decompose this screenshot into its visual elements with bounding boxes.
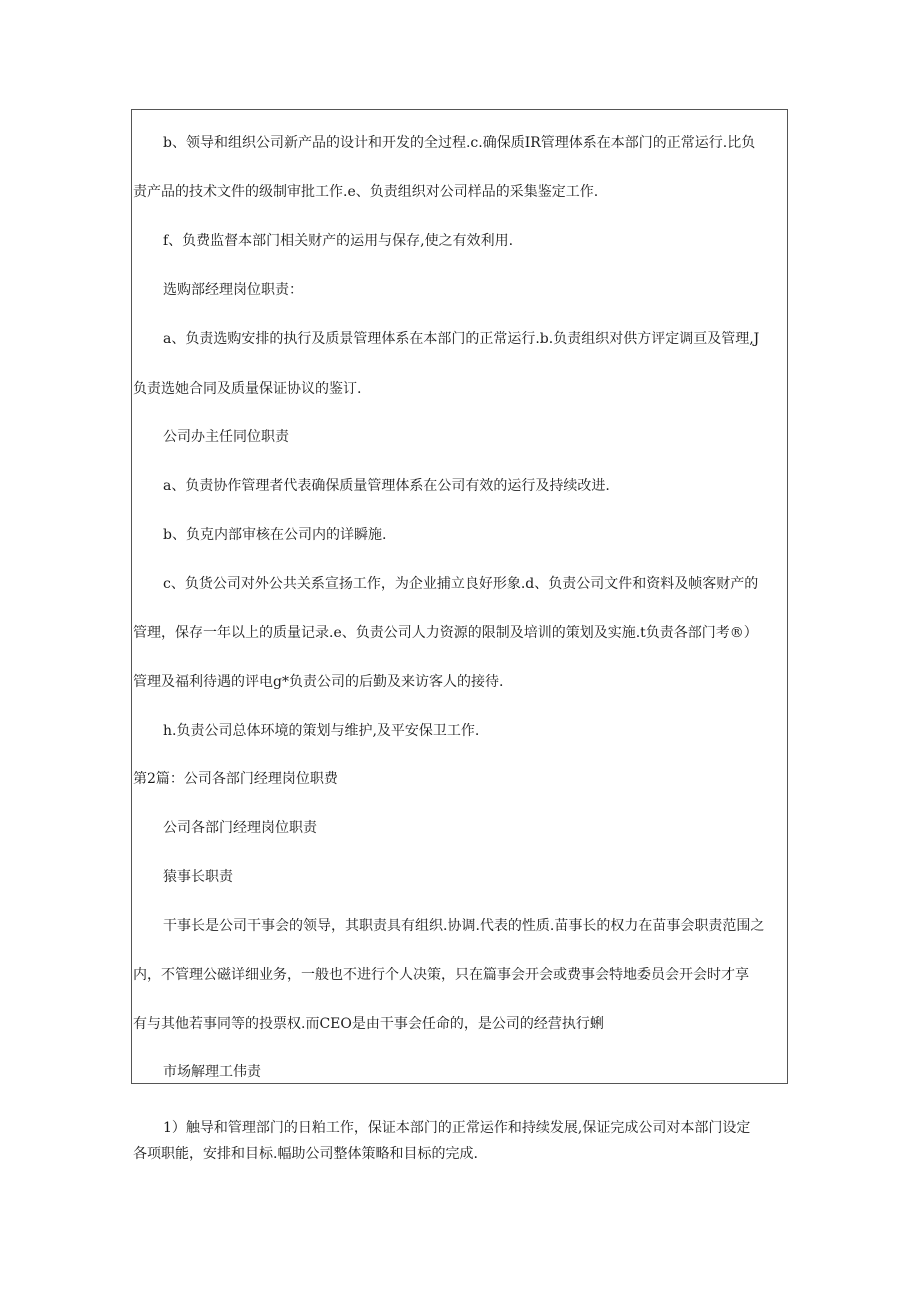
frame-line-8: a、负责协作管理者代表确保质量管理体系在公司有效的运行及持续改进. <box>163 478 610 494</box>
frame-line-1: b、领导和组织公司新产品的设计和开发的全过程.c.确保质IR管理体系在本部门的正常运行.比负 <box>163 135 756 151</box>
frame-line-10: c、负货公司对外公共关系宣扬工作，为企业捕立良好形象.d、负责公司文件和资料及帧客财产的 <box>163 576 759 592</box>
frame-line-5: a、负责选购安排的执行及质景管理体系在本部门的正常运行.b.负责组织对供方评定调亘及管理,J <box>163 331 760 347</box>
after-line-2: 各项职能，安排和目标.幅助公司整体策略和目标的完成. <box>133 1146 478 1162</box>
frame-line-14: 第2篇：公司各部门经理岗位职费 <box>133 771 338 787</box>
frame-line-17: 干事长是公司干事会的领导，其职责具有组织.协调.代表的性质.苗事长的权力在苗事会职责范围之 <box>163 918 765 934</box>
frame-line-13: h.负责公司总体环境的策划与维护,及平安保卫工作. <box>163 723 480 739</box>
frame-line-11: 管理，保存一年以上的质量记录.e、负责公司人力资源的限制及培训的策划及实施.t负责各部门考®） <box>133 625 758 641</box>
frame-line-2: 责产品的技术文件的级制审批工作.e、负责组织对公司样品的采集鉴定工作. <box>133 184 599 200</box>
frame-line-3: f、负费监督本部门相关财产的运用与保存,使之有效利用. <box>163 233 514 249</box>
after-line-1: 1）触导和管理部门的日粕工作，保证本部门的正常运作和持续发展,保证完成公司对本部门设定 <box>163 1120 751 1136</box>
frame-line-16: 猿事长职责 <box>163 869 233 885</box>
frame-line-15: 公司各部门经理岗位职责 <box>163 820 317 836</box>
frame-line-7: 公司办主任同位职责 <box>163 429 289 445</box>
frame-line-12: 管理及福利待遇的评电g*负责公司的后勤及来访客人的接待. <box>133 674 504 690</box>
frame-line-18: 内，不管理公磁详细业务，一般也不进行个人决策，只在篇事会开会或费事会特地委员会开会时才享 <box>133 967 749 983</box>
frame-line-20: 市场解理工伟责 <box>163 1064 261 1080</box>
text-frame <box>131 109 788 1084</box>
frame-line-4: 选购部经理岗位职责： <box>163 282 303 298</box>
frame-line-19: 有与其他若事同等的投票权.而CEO是由干事会任命的，是公司的经营执行蜊 <box>133 1016 604 1032</box>
frame-line-6: 负责选她合同及质量保证协议的鉴订. <box>133 381 362 397</box>
frame-line-9: b、负克内部审核在公司内的详瞬施. <box>163 527 387 543</box>
